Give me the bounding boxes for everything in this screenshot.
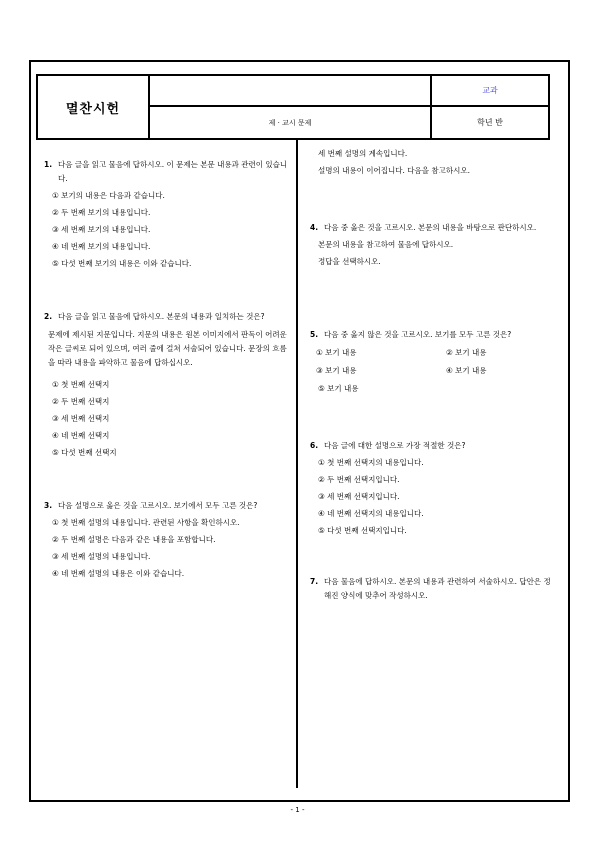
- right-column: [310, 144, 554, 603]
- option-row: [310, 364, 554, 378]
- option: ⑤ 다섯 번째 선택지입니다.: [318, 526, 407, 535]
- question-stem: 다음 설명으로 옳은 것을 고르시오. 보기에서 모두 고른 것은?: [58, 501, 258, 510]
- question-7: [310, 575, 554, 603]
- school-name: 멸찬시헌: [38, 76, 150, 138]
- question-number: 5.: [310, 330, 319, 339]
- header-title-bottom: 제 · 교시 문제: [150, 107, 432, 138]
- question-stem: 다음 글을 읽고 물음에 답하시오. 이 문제는 본문 내용과 관련이 있습니다.: [58, 160, 288, 183]
- question-number: 1.: [44, 160, 53, 169]
- question-stem: 다음 중 옳은 것을 고르시오. 본문의 내용을 바탕으로 판단하시오.: [324, 223, 537, 232]
- option: ③ 세 번째 설명의 내용입니다.: [52, 552, 151, 561]
- option: ⑤ 다섯 번째 선택지: [52, 448, 117, 457]
- option: ① 첫 번째 선택지의 내용입니다.: [318, 458, 424, 467]
- question-line: 본문의 내용을 참고하여 물음에 답하시오.: [318, 240, 454, 249]
- option: ③ 세 번째 선택지입니다.: [318, 492, 400, 501]
- question-1: [44, 158, 288, 186]
- question-3: [44, 499, 288, 513]
- question-stem: 다음 글을 읽고 물음에 답하시오. 본문의 내용과 일치하는 것은?: [58, 312, 265, 321]
- header-class: 학년 반: [477, 118, 503, 127]
- question-number: 2.: [44, 312, 53, 321]
- option: ⑤ 다섯 번째 보기의 내용은 이와 같습니다.: [52, 259, 192, 268]
- option: ② 두 번째 보기의 내용입니다.: [52, 208, 151, 217]
- question-number: 3.: [44, 501, 53, 510]
- option: ④ 네 번째 선택지의 내용입니다.: [318, 509, 424, 518]
- continued-text: 설명의 내용이 이어집니다. 다음을 참고하시오.: [318, 166, 470, 175]
- question-number: 4.: [310, 223, 319, 232]
- header-subject: 교과: [432, 76, 548, 107]
- question-number: 6.: [310, 441, 319, 450]
- option: ① 보기의 내용은 다음과 같습니다.: [52, 191, 165, 200]
- page-number: - 1 -: [290, 806, 305, 814]
- option: ① 첫 번째 선택지: [52, 380, 110, 389]
- question-stem: 다음 글에 대한 설명으로 가장 적절한 것은?: [324, 441, 466, 450]
- option: ② 두 번째 설명은 다음과 같은 내용을 포함합니다.: [52, 535, 216, 544]
- question-4: [310, 221, 554, 235]
- continued-text: 세 번째 설명의 계속입니다.: [318, 149, 408, 158]
- column-divider: [296, 140, 298, 788]
- question-line: 정답을 선택하시오.: [318, 257, 381, 266]
- exam-header: [36, 74, 550, 140]
- option: ④ 네 번째 선택지: [52, 431, 110, 440]
- option: ① 첫 번째 설명의 내용입니다. 관련된 사항을 확인하시오.: [52, 518, 240, 527]
- left-column: [44, 158, 288, 584]
- option-row: [310, 346, 554, 360]
- option: ① 보기 내용: [316, 348, 357, 357]
- question-number: 7.: [310, 577, 319, 586]
- option: ③ 세 번째 보기의 내용입니다.: [52, 225, 151, 234]
- question-2: [44, 310, 288, 324]
- option: ② 두 번째 선택지: [52, 397, 110, 406]
- question-passage: 문제에 제시된 지문입니다. 지문의 내용은 원본 이미지에서 판독이 어려운 작은 글씨로 되어 있으며, 여러 줄에 걸쳐 서술되어 있습니다. 문장의 흐름을 따라 내용을 파악하고 물음에 답하십시오.: [48, 330, 287, 367]
- question-6: [310, 439, 554, 453]
- option: ⑤ 보기 내용: [318, 384, 359, 393]
- question-stem: 다음 중 옳지 않은 것을 고르시오. 보기를 모두 고른 것은?: [324, 330, 512, 339]
- option: ④ 보기 내용: [446, 366, 487, 375]
- header-title-top: [150, 76, 432, 107]
- option: ③ 세 번째 선택지: [52, 414, 110, 423]
- option: ③ 보기 내용: [316, 366, 357, 375]
- option: ② 보기 내용: [446, 348, 487, 357]
- option: ④ 네 번째 설명의 내용은 이와 같습니다.: [52, 569, 185, 578]
- question-5: [310, 328, 554, 342]
- option: ④ 네 번째 보기의 내용입니다.: [52, 242, 151, 251]
- question-stem: 다음 물음에 답하시오. 본문의 내용과 관련하여 서술하시오. 답안은 정해진 양식에 맞추어 작성하시오.: [324, 577, 551, 600]
- option: ② 두 번째 선택지입니다.: [318, 475, 400, 484]
